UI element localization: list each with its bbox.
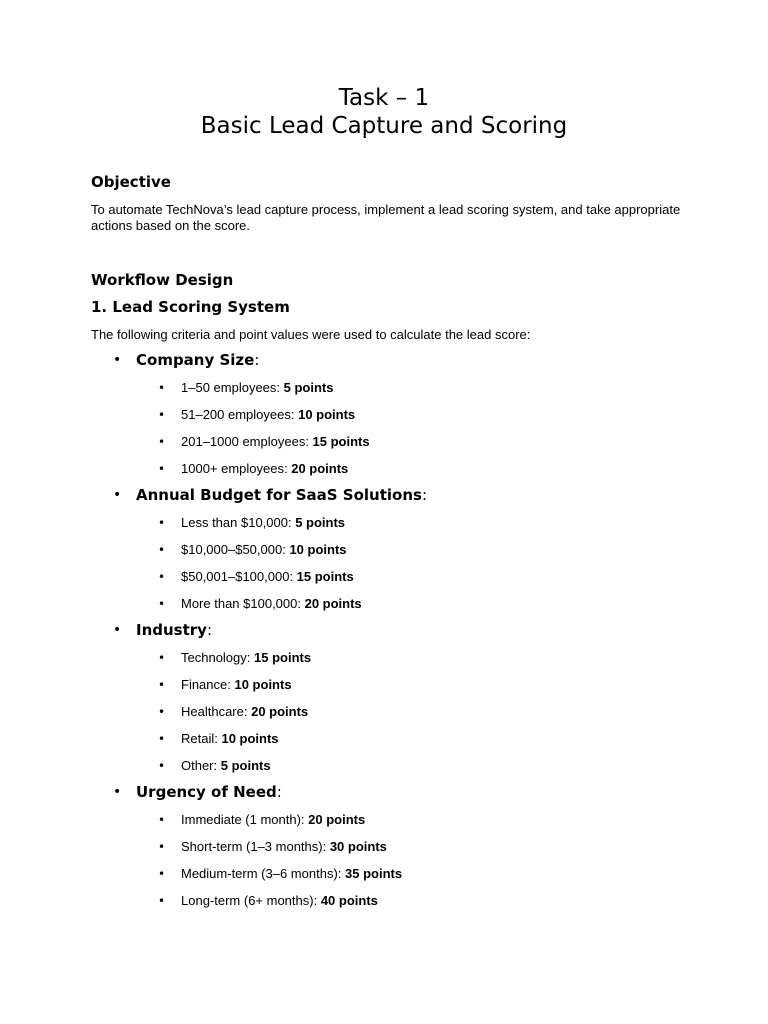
- list-item: [0, 806, 768, 833]
- criterion-points: 5 points: [295, 515, 346, 530]
- category-label: [136, 485, 427, 505]
- criterion-points: 30 points: [329, 839, 387, 854]
- bullet-icon: •: [113, 487, 122, 503]
- criterion-text: [181, 839, 387, 855]
- criterion-label: Retail:: [181, 731, 222, 746]
- criterion-points: 10 points: [221, 731, 279, 746]
- criterion-points: 20 points: [304, 596, 362, 611]
- criterion-label: $50,001–$100,000:: [181, 569, 297, 584]
- list-item: [0, 563, 768, 590]
- criterion-label: 51–200 employees:: [181, 407, 299, 422]
- criterion-text: [181, 434, 370, 450]
- category-colon: :: [421, 486, 428, 504]
- criterion-label: Short-term (1–3 months):: [181, 839, 330, 854]
- criteria-sub-list: [0, 806, 768, 914]
- criterion-points: 20 points: [251, 704, 309, 719]
- criterion-label: 201–1000 employees:: [181, 434, 313, 449]
- category-colon: :: [276, 783, 282, 801]
- bullet-icon: •: [158, 867, 166, 881]
- bullet-icon: •: [158, 894, 166, 908]
- criterion-text: [181, 461, 348, 477]
- list-item: [0, 860, 768, 887]
- list-item: [0, 833, 768, 860]
- bullet-icon: •: [158, 759, 166, 773]
- criterion-points: 10 points: [298, 407, 356, 422]
- bullet-icon: •: [158, 381, 166, 395]
- bullet-icon: •: [158, 462, 166, 476]
- criteria-sub-list: [0, 644, 768, 779]
- bullet-icon: •: [113, 622, 122, 638]
- bullet-icon: •: [158, 813, 166, 827]
- criteria-category: [0, 347, 768, 482]
- criterion-points: 40 points: [320, 893, 378, 908]
- bullet-icon: •: [158, 732, 166, 746]
- document-title: Task – 1: [338, 85, 430, 111]
- category-name: Annual Budget for SaaS Solutions: [136, 486, 422, 504]
- criterion-points: 5 points: [220, 758, 271, 773]
- criterion-text: [181, 515, 345, 531]
- bullet-icon: •: [158, 651, 166, 665]
- criterion-points: 5 points: [283, 380, 334, 395]
- criteria-sub-list: [0, 509, 768, 617]
- category-row: [0, 779, 768, 806]
- bullet-icon: •: [158, 597, 166, 611]
- category-name: Urgency of Need: [136, 783, 277, 801]
- criteria-sub-list: [0, 374, 768, 482]
- bullet-icon: •: [158, 840, 166, 854]
- criteria-category: [0, 617, 768, 779]
- list-item: [0, 590, 768, 617]
- list-item: [0, 752, 768, 779]
- workflow-heading: Workflow Design: [91, 271, 234, 289]
- criterion-text: [181, 677, 292, 693]
- criterion-label: Technology:: [181, 650, 254, 665]
- list-item: [0, 374, 768, 401]
- list-item: [0, 455, 768, 482]
- criterion-text: [181, 542, 347, 558]
- bullet-icon: •: [113, 352, 122, 368]
- criterion-label: Healthcare:: [181, 704, 252, 719]
- category-colon: :: [254, 351, 260, 369]
- criterion-points: 15 points: [254, 650, 312, 665]
- criteria-category: [0, 482, 768, 617]
- criterion-label: 1000+ employees:: [181, 461, 292, 476]
- bullet-icon: •: [158, 570, 166, 584]
- list-item: [0, 644, 768, 671]
- criterion-label: Medium-term (3–6 months):: [181, 866, 345, 881]
- criterion-text: [181, 596, 362, 612]
- category-label: [136, 782, 282, 802]
- category-label: [136, 620, 212, 640]
- list-item: [0, 725, 768, 752]
- bullet-icon: •: [158, 408, 166, 422]
- criterion-label: Finance:: [181, 677, 235, 692]
- category-label: [136, 350, 259, 370]
- criterion-label: Other:: [181, 758, 221, 773]
- objective-text: To automate TechNova’s lead capture process, implement a lead scoring system, and take appropriate actions based on the score.: [91, 202, 681, 233]
- criterion-text: [181, 731, 279, 747]
- scoring-intro: The following criteria and point values were used to calculate the lead score:: [91, 327, 531, 342]
- criterion-points: 15 points: [296, 569, 354, 584]
- category-colon: :: [206, 621, 213, 639]
- criterion-label: 1–50 employees:: [181, 380, 284, 395]
- criterion-points: 10 points: [289, 542, 347, 557]
- bullet-icon: •: [158, 516, 166, 530]
- criterion-points: 35 points: [345, 866, 403, 881]
- criterion-points: 20 points: [291, 461, 349, 476]
- list-item: [0, 428, 768, 455]
- category-row: [0, 347, 768, 374]
- criterion-label: $10,000–$50,000:: [181, 542, 290, 557]
- criterion-label: Long-term (6+ months):: [181, 893, 321, 908]
- category-name: Company Size: [136, 351, 255, 369]
- bullet-icon: •: [113, 784, 122, 800]
- criterion-text: [181, 758, 271, 774]
- criterion-text: [181, 704, 308, 720]
- category-row: [0, 617, 768, 644]
- criterion-text: [181, 650, 311, 666]
- criterion-text: [181, 380, 333, 396]
- list-item: [0, 509, 768, 536]
- category-name: Industry: [136, 621, 207, 639]
- criterion-points: 10 points: [234, 677, 292, 692]
- criterion-text: [181, 812, 365, 828]
- criteria-category: [0, 779, 768, 914]
- criterion-label: More than $100,000:: [181, 596, 305, 611]
- list-item: [0, 698, 768, 725]
- criteria-list: [0, 347, 768, 914]
- criterion-text: [181, 407, 355, 423]
- bullet-icon: •: [158, 678, 166, 692]
- bullet-icon: •: [158, 435, 166, 449]
- bullet-icon: •: [158, 543, 166, 557]
- objective-heading: Objective: [91, 173, 171, 191]
- category-row: [0, 482, 768, 509]
- criterion-text: [181, 866, 402, 882]
- list-item: [0, 536, 768, 563]
- list-item: [0, 671, 768, 698]
- criterion-label: Immediate (1 month):: [181, 812, 309, 827]
- criterion-points: 15 points: [312, 434, 370, 449]
- list-item: [0, 887, 768, 914]
- document-subtitle: Basic Lead Capture and Scoring: [200, 113, 568, 139]
- list-item: [0, 401, 768, 428]
- bullet-icon: •: [158, 705, 166, 719]
- criterion-text: [181, 893, 378, 909]
- criterion-text: [181, 569, 354, 585]
- scoring-heading: 1. Lead Scoring System: [91, 298, 290, 316]
- criterion-label: Less than $10,000:: [181, 515, 296, 530]
- criterion-points: 20 points: [308, 812, 366, 827]
